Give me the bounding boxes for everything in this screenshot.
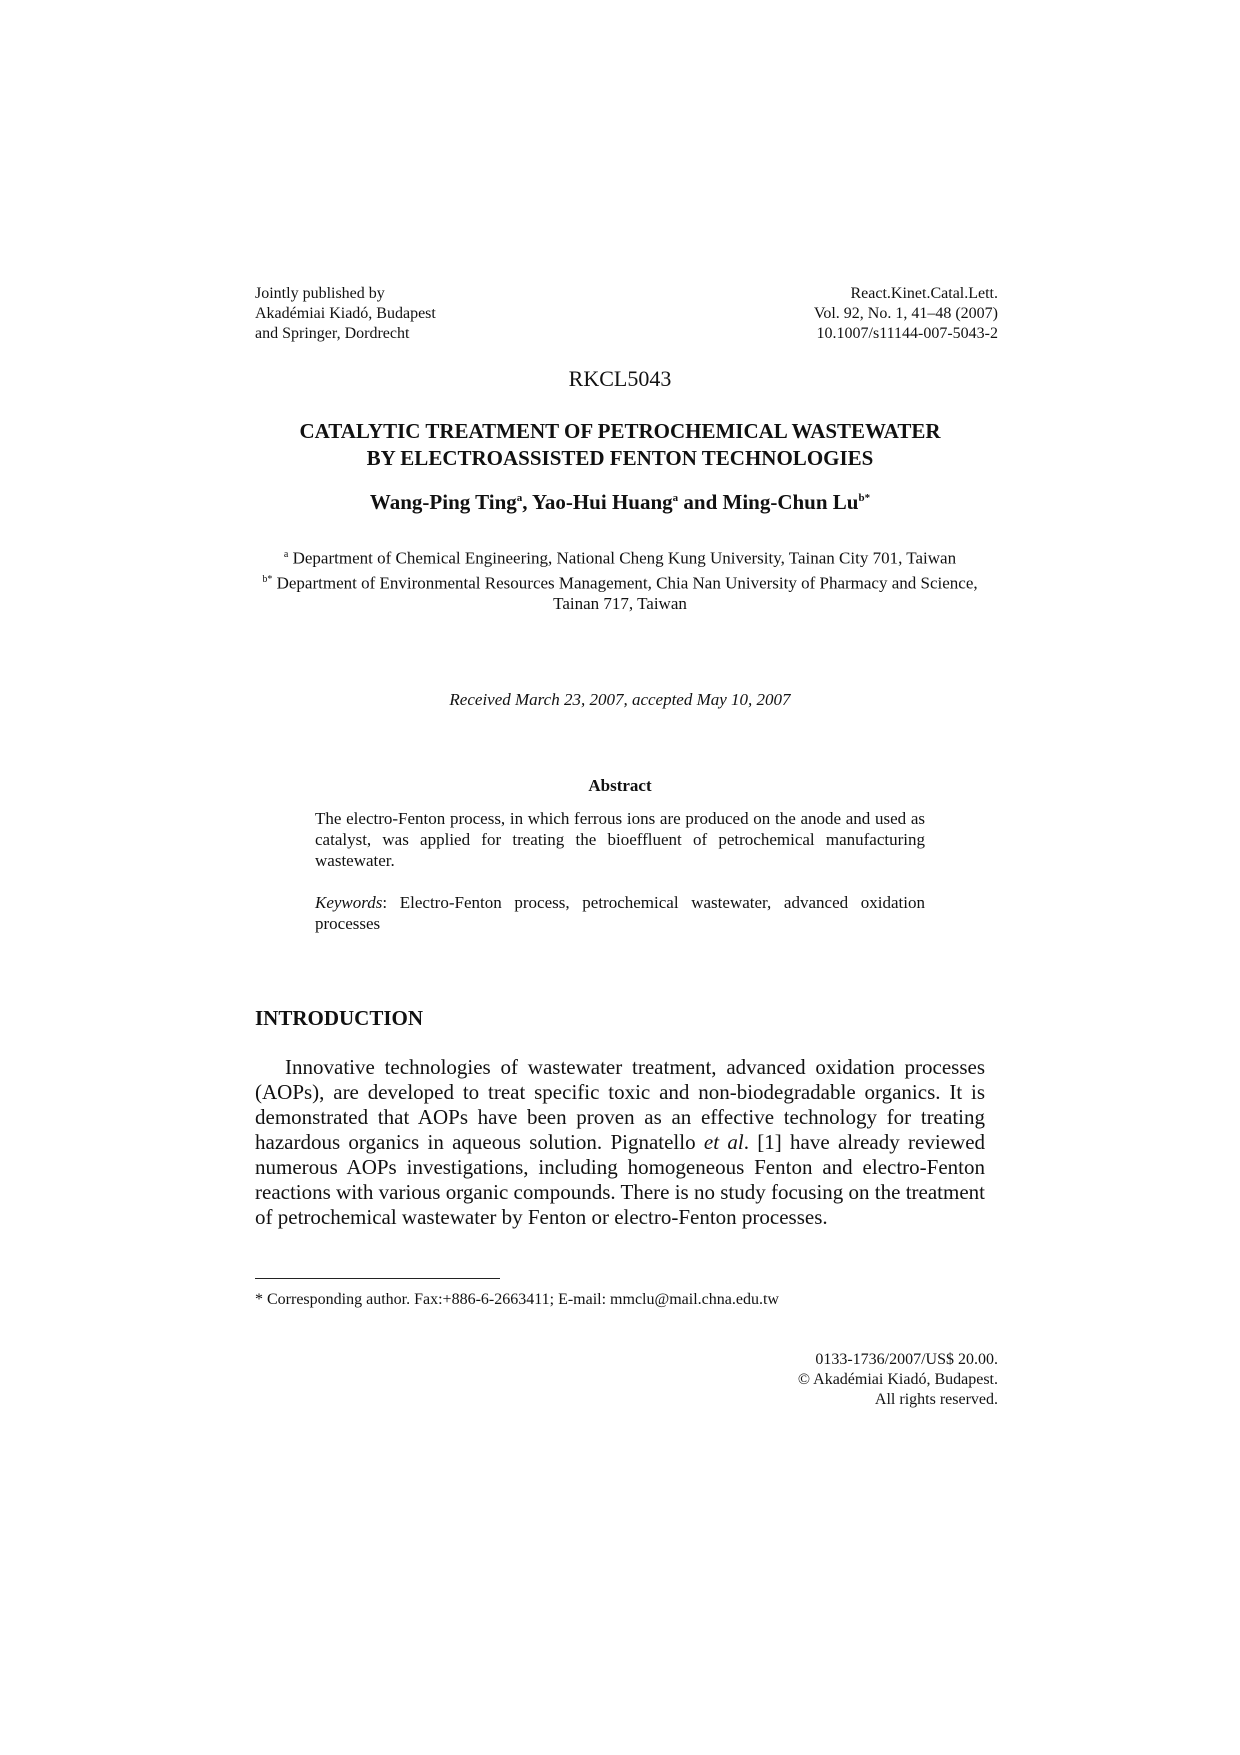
author-affiliation-mark: a (672, 492, 679, 504)
author-separator: and (678, 490, 723, 514)
author-affiliation-mark: b* (858, 492, 871, 504)
section-heading-introduction: INTRODUCTION (255, 1006, 424, 1030)
corresponding-author-footnote: * Corresponding author. Fax:+886-6-2663411; E-mail: mmclu@mail.chna.edu.tw (255, 1291, 779, 1308)
introduction-paragraph (255, 1055, 985, 1230)
journal-line: React.Kinet.Catal.Lett. (850, 285, 998, 302)
copyright-line: © Akadémiai Kiadó, Budapest. (797, 1371, 998, 1388)
author-list (0, 490, 1240, 515)
author-name: Ming-Chun Lu (722, 490, 859, 514)
affiliation (255, 569, 985, 615)
publisher-line: and Springer, Dordrecht (255, 325, 410, 342)
author-separator: , (522, 490, 533, 514)
author-name: Yao-Hui Huang (532, 490, 673, 514)
copyright-block (798, 1350, 998, 1410)
article-code: RKCL5043 (568, 366, 672, 391)
copyright-line: All rights reserved. (874, 1391, 998, 1408)
publisher-line: Akadémiai Kiadó, Budapest (255, 305, 436, 322)
title-line: BY ELECTROASSISTED FENTON TECHNOLOGIES (366, 446, 874, 470)
journal-line: Vol. 92, No. 1, 41–48 (2007) (813, 305, 998, 322)
publisher-line: Jointly published by (255, 285, 385, 302)
affiliation-text: Department of Chemical Engineering, National Cheng Kung University, Tainan City 701, Taiwan (288, 548, 957, 568)
abstract-text: The electro-Fenton process, in which ferrous ions are produced on the anode and used as catalyst, was applied for treating the bioeffluent of petrochemical manufacturing wastewater. (315, 809, 925, 870)
affiliations (255, 544, 985, 614)
keywords (315, 892, 925, 934)
journal-doi: 10.1007/s11144-007-5043-2 (816, 325, 998, 342)
keywords-text: : Electro-Fenton process, petrochemical wastewater, advanced oxidation processes (315, 893, 925, 933)
intro-text: Innovative technologies of wastewater treatment, advanced oxidation processes (AOPs), are developed to treat specific toxic and non-biodegradable organics. It is demonstrated that AOPs have been proven as an effective technology for treating hazardous organics in aqueous solution. Pignatello (255, 1055, 985, 1154)
intro-italic-text: et al (703, 1130, 744, 1154)
intro-text: . [1] have already reviewed numerous AOPs investigations, including homogeneous Fenton and electro-Fenton reactions with various organic compounds. There is no study focusing on the treatment of petrochemical wastewater by Fenton or electro-Fenton processes. (255, 1130, 986, 1229)
publisher-info (255, 284, 436, 344)
received-dates: Received March 23, 2007, accepted May 10, 2007 (449, 690, 791, 709)
title-line: CATALYTIC TREATMENT OF PETROCHEMICAL WASTEWATER (299, 419, 941, 443)
affiliation (255, 544, 985, 569)
author-affiliation-mark: a (516, 492, 523, 504)
keywords-label: Keywords (315, 893, 383, 912)
paper-title (0, 418, 1240, 472)
footnote-divider (255, 1278, 500, 1279)
copyright-line: 0133-1736/2007/US$ 20.00. (815, 1351, 998, 1368)
author-name: Wang-Ping Ting (369, 490, 517, 514)
affiliation-mark: a (283, 549, 289, 560)
abstract-heading: Abstract (588, 776, 652, 795)
affiliation-mark: b* (262, 573, 273, 585)
affiliation-text: Department of Environmental Resources Management, Chia Nan University of Pharmacy and Science, Tainan 717, Taiwan (272, 573, 978, 614)
journal-info (814, 284, 998, 344)
